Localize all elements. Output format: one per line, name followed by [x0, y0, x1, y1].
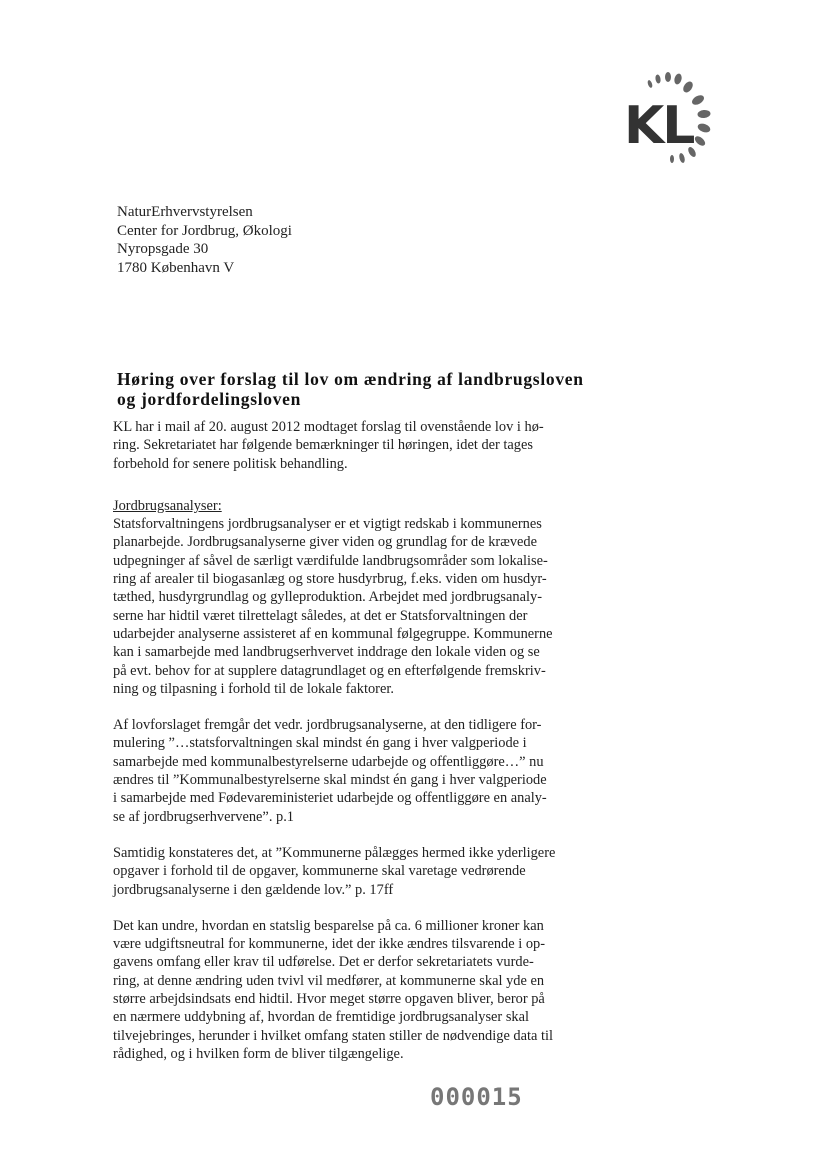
letter-body	[113, 418, 613, 1081]
page-number-stamp: 000015	[430, 1083, 523, 1111]
text-line: mulering ”…statsforvaltningen skal mindst én gang i hver valgperiode i	[113, 735, 527, 752]
text-line: Det kan undre, hvordan en statslig besparelse på ca. 6 millioner kroner kan	[113, 917, 544, 934]
intro-paragraph	[113, 418, 613, 473]
text-line: ring. Sekretariatet har følgende bemærkninger til høringen, idet der tages	[113, 437, 533, 454]
text-line: se af jordbrugserhvervene”. p.1	[113, 808, 295, 825]
text-line: udpegninger af såvel de særligt værdifulde landbrugsområder som lokalise-	[113, 552, 548, 569]
text-line: serne har hidtil været tilrettelagt således, at det er Statsforvaltningen der	[113, 607, 528, 624]
text-line: forbehold for senere politisk behandling.	[113, 455, 348, 472]
text-line: KL har i mail af 20. august 2012 modtaget forslag til ovenstående lov i hø-	[113, 419, 544, 435]
recipient-line: Nyropsgade 30	[117, 241, 209, 257]
text-line: samarbejde med kommunalbestyrelserne udarbejde og offentliggøre…” nu	[113, 753, 544, 770]
text-line: ning og tilpasning i forhold til de lokale faktorer.	[113, 680, 394, 697]
text-line: tæthed, husdyrgrundlag og gylleproduktion. Arbejdet med jordbrugsanaly-	[113, 589, 542, 606]
recipient-line: Center for Jordbrug, Økologi	[117, 222, 292, 239]
section-paragraph-2	[113, 716, 613, 826]
text-line: udarbejder analyserne assisteret af en kommunal følgegruppe. Kommunerne	[113, 625, 553, 642]
text-line: Samtidig konstateres det, at ”Kommunerne pålægges hermed ikke yderligere	[113, 844, 556, 861]
section-paragraph-3	[113, 844, 613, 899]
text-line: være udgiftsneutral for kommunerne, idet der ikke ændres tilsvarende i op-	[113, 936, 546, 953]
section-paragraph-1	[113, 497, 613, 698]
letter-title	[117, 369, 617, 409]
text-line: opgaver i forhold til de opgaver, kommunerne skal varetage vedrørende	[113, 863, 526, 880]
text-line: ændres til ”Kommunalbestyrelserne skal mindst én gang i hver valgperiode	[113, 772, 547, 789]
text-line: rådighed, og i hvilken form de bliver tilgængelige.	[113, 1045, 404, 1062]
text-line: ring af arealer til biogasanlæg og store husdyrbrug, f.eks. viden om husdyr-	[113, 571, 547, 588]
text-line: større arbejdsindsats end hidtil. Hvor meget større opgaven bliver, beror på	[113, 991, 545, 1008]
title-line: Høring over forslag til lov om ændring af landbrugsloven	[117, 369, 584, 389]
text-line: kan i samarbejde med landbrugserhvervet inddrage den lokale viden og se	[113, 644, 540, 661]
text-line: en nærmere uddybning af, hvordan de fremtidige jordbrugsanalyser skal	[113, 1009, 530, 1026]
text-line: jordbrugsanalyserne i den gældende lov.” p. 17ff	[113, 881, 394, 898]
text-line: gavens omfang eller krav til udførelse. Det er derfor sekretariatets vurde-	[113, 954, 534, 971]
text-line: ring, at denne ændring uden tvivl vil medfører, at kommunerne skal yde en	[113, 972, 545, 989]
recipient-address	[117, 203, 292, 277]
logo-text: KL	[624, 96, 694, 156]
section-paragraph-4	[113, 917, 613, 1063]
text-line: Af lovforslaget fremgår det vedr. jordbrugsanalyserne, at den tidligere for-	[113, 717, 542, 734]
recipient-line: 1780 København V	[117, 259, 235, 276]
text-line: tilvejebringes, herunder i hvilket omfang staten stiller de nødvendige data til	[113, 1027, 553, 1044]
title-line: og jordfordelingsloven	[117, 389, 302, 409]
recipient-line: NaturErhvervstyrelsen	[117, 204, 253, 220]
text-line: Statsforvaltningens jordbrugsanalyser er et vigtigt redskab i kommunernes	[113, 516, 542, 533]
kl-logo	[620, 70, 730, 170]
text-line: på evt. behov for at supplere datagrundlaget og en efterfølgende fremskriv-	[113, 662, 546, 679]
section-heading: Jordbrugsanalyser:	[113, 497, 222, 514]
text-line: planarbejde. Jordbrugsanalyserne giver viden og grundlag for de krævede	[113, 534, 537, 551]
text-line: i samarbejde med Fødevareministeriet udarbejde og offentliggøre en analy-	[113, 790, 547, 807]
